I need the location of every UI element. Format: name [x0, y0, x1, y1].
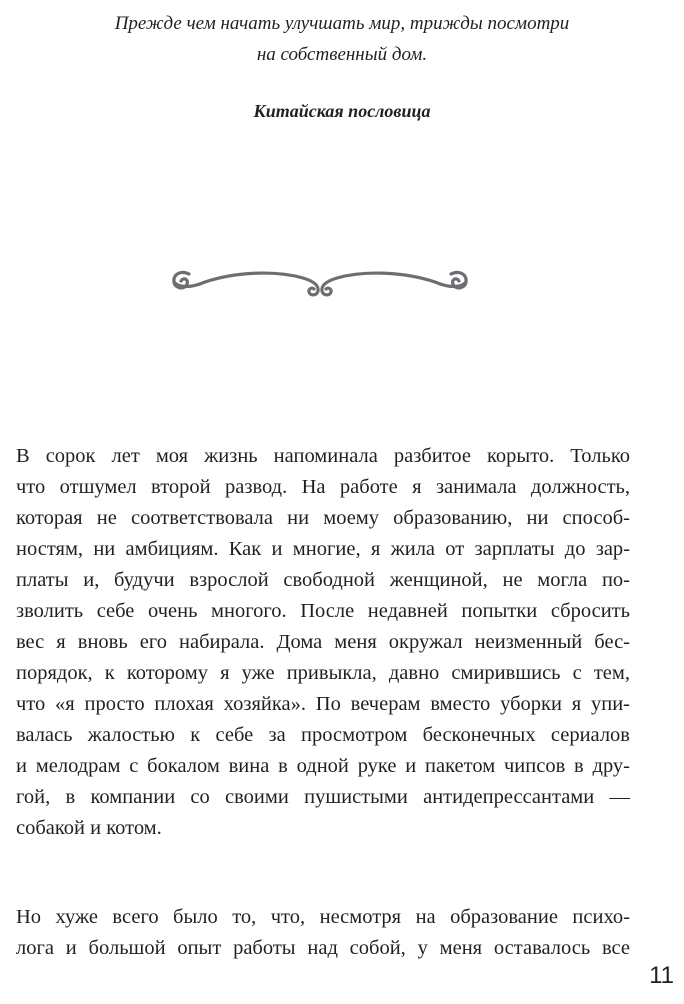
text-line: ностям, ни амбициям. Как и многие, я жила от зарплаты до зар- — [16, 538, 630, 560]
text-line: зволить себе очень многого. После недавней попытки сбросить — [16, 600, 630, 622]
text-line: Но хуже всего было то, что, несмотря на образование психо- — [16, 906, 630, 928]
text-line: вес я вновь его набирала. Дома меня окружал неизменный бес- — [16, 631, 630, 653]
paragraph — [16, 441, 630, 844]
text-line: В сорок лет моя жизнь напоминала разбитое корыто. Только — [16, 445, 630, 467]
text-line: валась жалостью к себе за просмотром бесконечных сериалов — [16, 724, 630, 746]
flourish-divider-icon — [165, 258, 475, 302]
paragraph — [16, 902, 630, 964]
epigraph-line: на собственный дом. — [256, 44, 428, 65]
text-line: которая не соответствовала ни моему образованию, ни способ- — [16, 507, 630, 529]
epigraph-line: Прежде чем начать улучшать мир, трижды посмотри — [114, 13, 570, 34]
page-number: 11 — [649, 962, 674, 989]
epigraph — [40, 8, 644, 70]
text-line: собакой и котом. — [16, 817, 162, 839]
text-line: порядок, к которому я уже привыкла, давно смирившись с тем, — [16, 662, 630, 684]
text-line: гой, в компании со своими пушистыми антидепрессантами — — [16, 786, 630, 808]
text-line: что «я просто плохая хозяйка». По вечерам вместо уборки я упи- — [16, 693, 630, 715]
text-line: платы и, будучи взрослой свободной женщиной, не могла по- — [16, 569, 630, 591]
epigraph-source: Китайская пословица — [253, 101, 431, 121]
text-line: что отшумел второй развод. На работе я занимала должность, — [16, 476, 630, 498]
text-line: и мелодрам с бокалом вина в одной руке и пакетом чипсов в дру- — [16, 755, 630, 777]
text-line: лога и большой опыт работы над собой, у меня оставалось все — [16, 937, 630, 959]
